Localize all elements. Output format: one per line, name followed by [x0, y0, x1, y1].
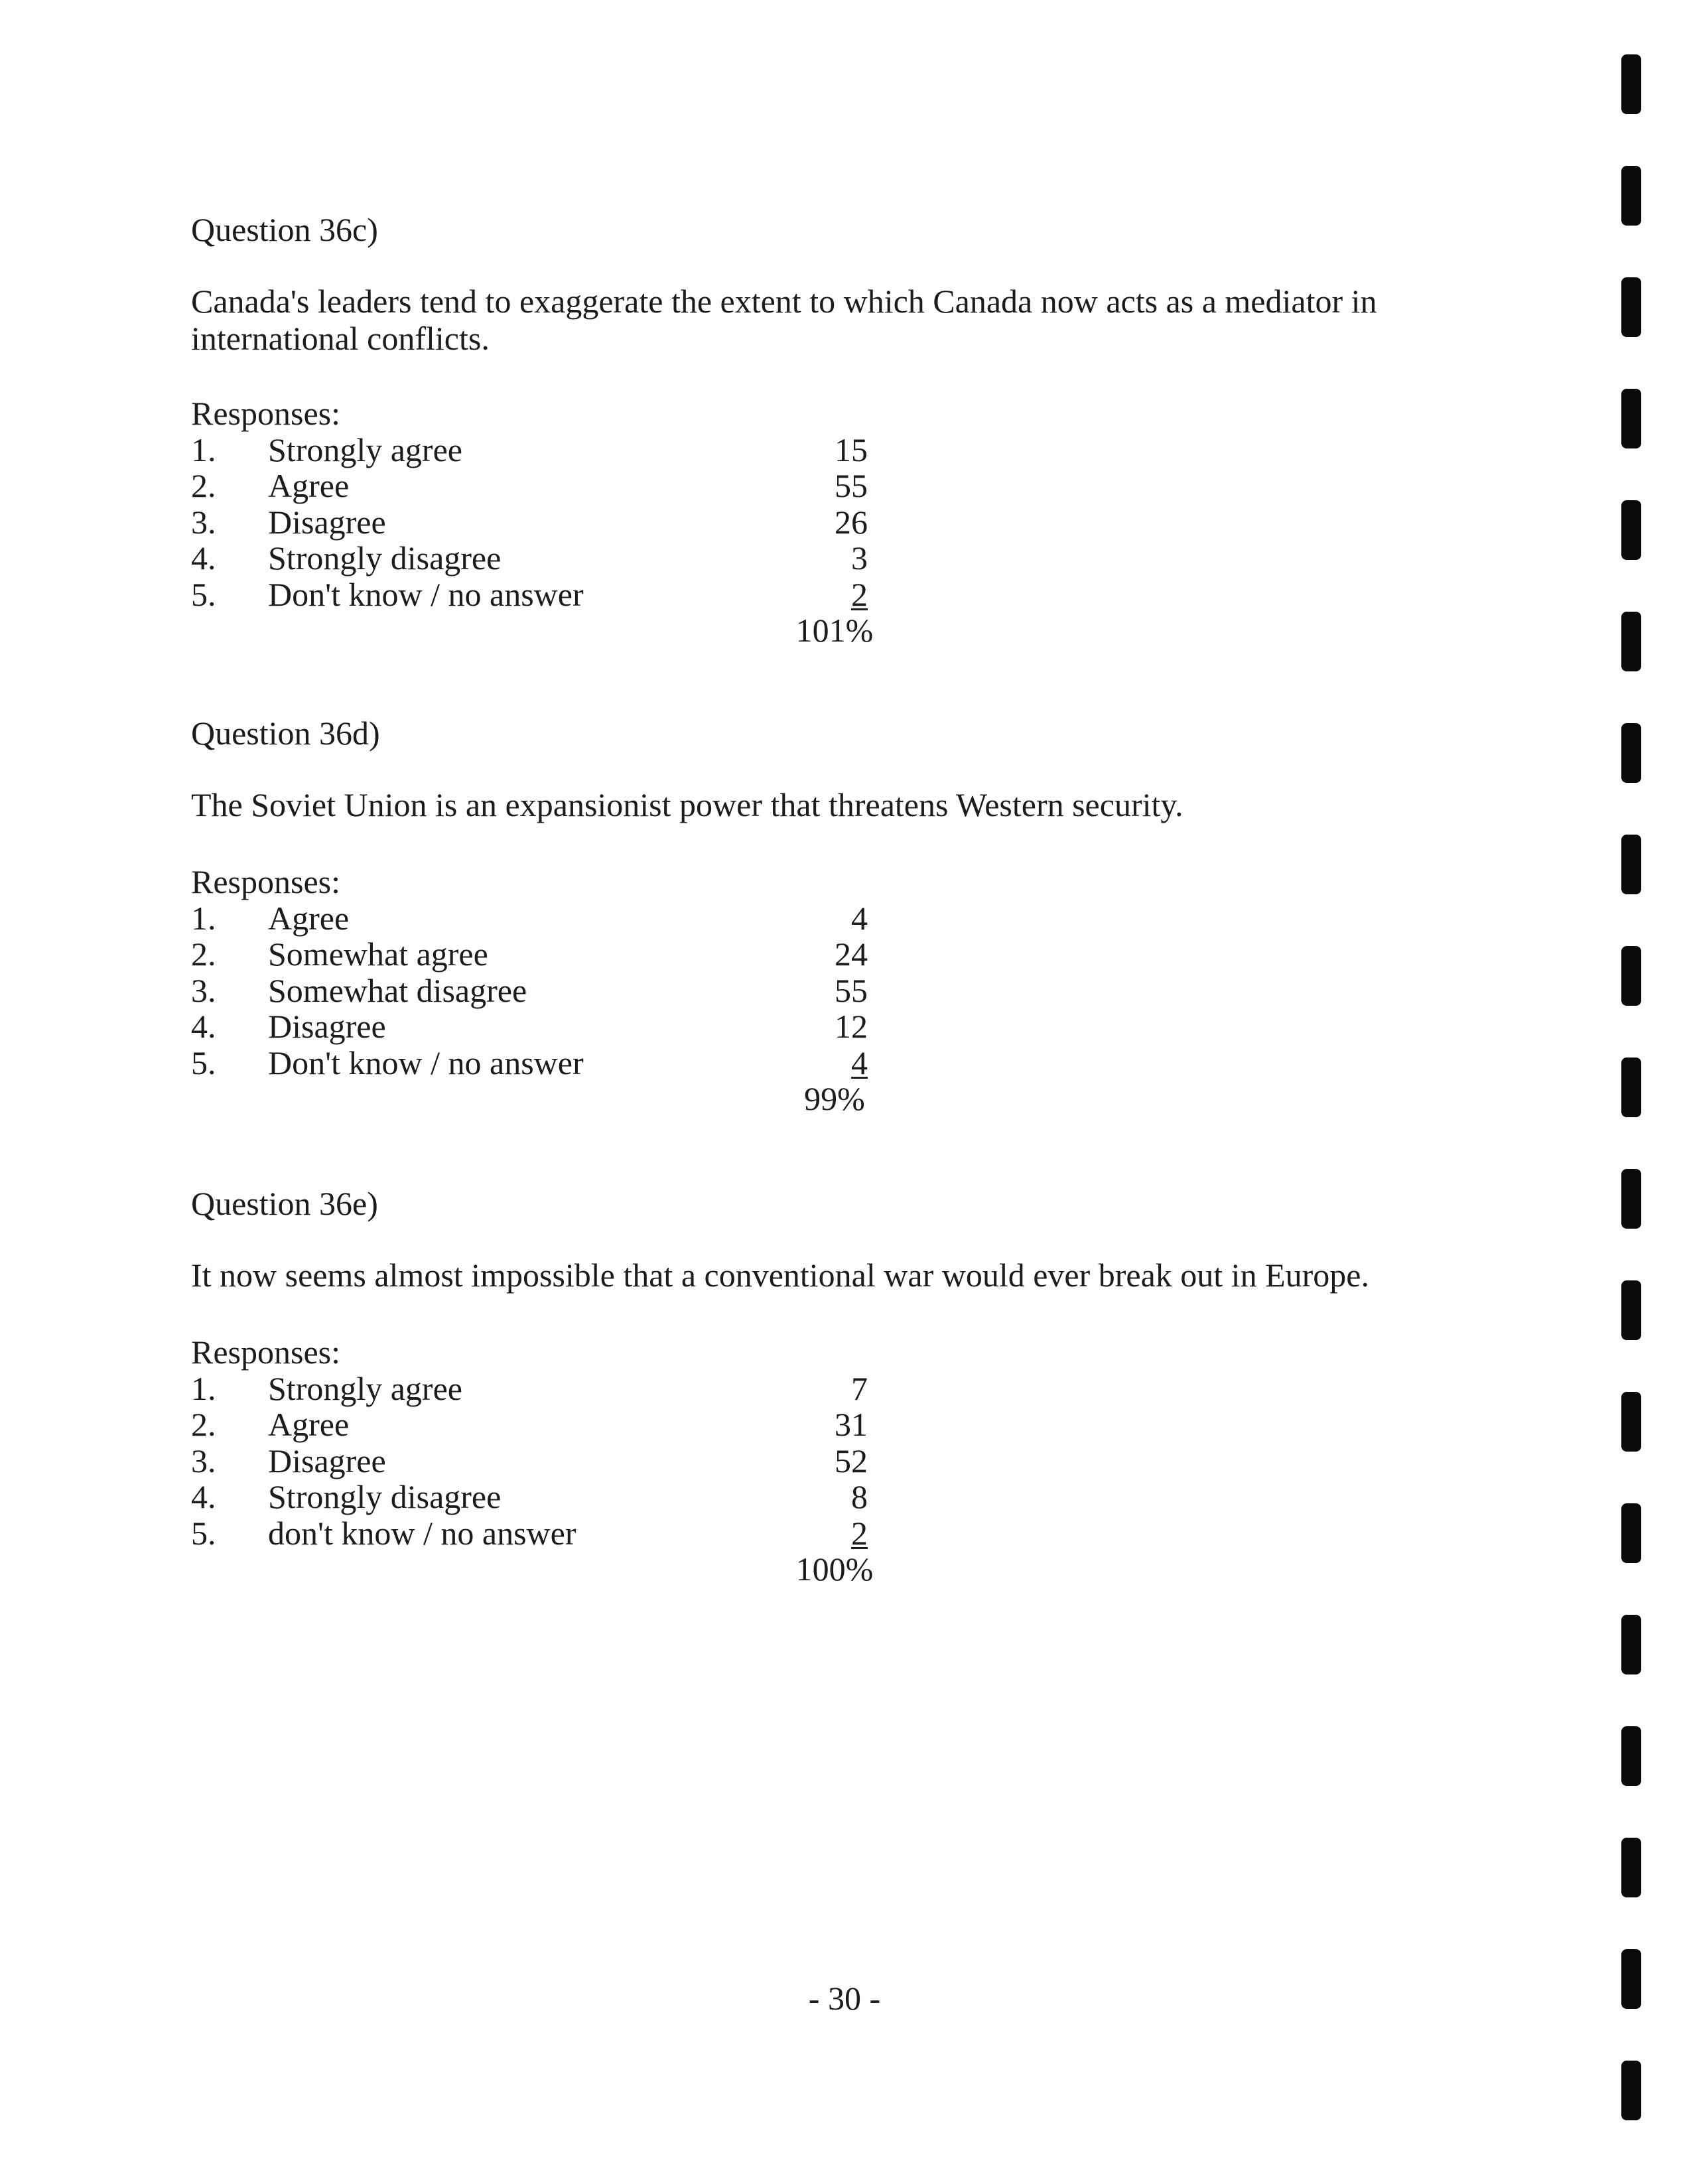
response-number: 1. — [191, 899, 216, 937]
response-value: 31 — [835, 1406, 868, 1443]
binding-hole — [1621, 166, 1641, 226]
responses-label: Responses: — [191, 395, 340, 432]
response-label: Disagree — [268, 1442, 386, 1479]
response-row — [191, 1514, 868, 1552]
response-number: 2. — [191, 467, 216, 504]
response-row — [191, 899, 868, 937]
question-heading: Question 36e) — [191, 1185, 378, 1222]
binding-hole — [1621, 2061, 1641, 2120]
binding-hole — [1621, 54, 1641, 114]
responses-label: Responses: — [191, 1333, 340, 1371]
response-value: 55 — [835, 467, 868, 504]
binding-strip — [1617, 0, 1657, 2184]
response-row — [191, 935, 868, 973]
binding-hole — [1621, 1615, 1641, 1674]
response-number: 1. — [191, 1369, 216, 1407]
response-value: 26 — [835, 503, 868, 541]
response-value: 8 — [851, 1478, 868, 1515]
binding-hole — [1621, 723, 1641, 783]
binding-hole — [1621, 1503, 1641, 1563]
response-label: Don't know / no answer — [268, 575, 584, 613]
binding-hole — [1621, 1169, 1641, 1229]
question-statement: It now seems almost impossible that a conventional war would ever break out in Europe. — [191, 1257, 1369, 1294]
responses-list — [191, 1333, 874, 1588]
response-number: 5. — [191, 1514, 216, 1552]
total-row — [191, 1080, 865, 1117]
question-statement: Canada's leaders tend to exaggerate the extent to which Canada now acts as a mediator in international conflicts. — [191, 283, 1377, 357]
response-label: Agree — [268, 467, 350, 504]
question-heading: Question 36d) — [191, 715, 380, 752]
response-row — [191, 539, 868, 577]
response-row — [191, 1369, 868, 1407]
response-label: Agree — [268, 899, 350, 937]
binding-hole — [1621, 835, 1641, 894]
binding-hole — [1621, 277, 1641, 337]
total-row — [191, 612, 874, 649]
response-value: 52 — [835, 1442, 868, 1479]
response-number: 4. — [191, 1478, 216, 1515]
binding-hole — [1621, 1280, 1641, 1340]
total-row — [191, 1550, 874, 1588]
response-row — [191, 971, 868, 1009]
response-row — [191, 467, 868, 504]
total-value: 100% — [795, 1550, 874, 1588]
response-number: 1. — [191, 431, 216, 468]
response-number: 4. — [191, 539, 216, 577]
response-value: 3 — [851, 539, 868, 577]
response-value: 2 — [851, 1514, 868, 1552]
response-label: Strongly disagree — [268, 1478, 502, 1515]
response-value: 15 — [835, 431, 868, 468]
response-label: Disagree — [268, 503, 386, 541]
response-number: 3. — [191, 1442, 216, 1479]
response-row — [191, 1478, 868, 1515]
response-number: 4. — [191, 1008, 216, 1045]
response-number: 5. — [191, 1044, 216, 1081]
binding-hole — [1621, 1838, 1641, 1897]
binding-hole — [1621, 946, 1641, 1006]
question-statement: The Soviet Union is an expansionist power that threatens Western security. — [191, 786, 1183, 823]
response-number: 5. — [191, 575, 216, 613]
binding-hole — [1621, 1949, 1641, 2009]
responses-list — [191, 863, 868, 1117]
response-label: Agree — [268, 1406, 350, 1443]
responses-label: Responses: — [191, 863, 340, 900]
response-number: 3. — [191, 971, 216, 1009]
response-row — [191, 1406, 868, 1443]
binding-hole — [1621, 389, 1641, 448]
response-row — [191, 1008, 868, 1045]
binding-hole — [1621, 1726, 1641, 1786]
response-row — [191, 575, 868, 613]
page-number: - 30 - — [808, 1980, 881, 2017]
response-row — [191, 503, 868, 541]
response-label: Strongly agree — [268, 1369, 462, 1407]
response-value: 2 — [851, 575, 868, 613]
response-value: 55 — [835, 971, 868, 1009]
response-value: 4 — [851, 899, 868, 937]
response-label: Don't know / no answer — [268, 1044, 584, 1081]
response-label: Strongly agree — [268, 431, 462, 468]
binding-hole — [1621, 612, 1641, 671]
binding-hole — [1621, 1392, 1641, 1452]
response-value: 7 — [851, 1369, 868, 1407]
response-label: Somewhat disagree — [268, 971, 527, 1009]
response-label: Somewhat agree — [268, 935, 488, 973]
response-label: don't know / no answer — [268, 1514, 576, 1552]
responses-list — [191, 395, 874, 649]
response-number: 3. — [191, 503, 216, 541]
response-value: 12 — [835, 1008, 868, 1045]
question-heading: Question 36c) — [191, 211, 378, 248]
response-row — [191, 431, 868, 468]
response-value: 4 — [851, 1044, 868, 1081]
response-value: 24 — [835, 935, 868, 973]
response-row — [191, 1442, 868, 1479]
binding-hole — [1621, 1058, 1641, 1117]
response-number: 2. — [191, 935, 216, 973]
total-value: 101% — [795, 612, 874, 649]
binding-hole — [1621, 500, 1641, 560]
response-row — [191, 1044, 868, 1081]
response-label: Strongly disagree — [268, 539, 502, 577]
total-value: 99% — [804, 1080, 865, 1117]
response-number: 2. — [191, 1406, 216, 1443]
response-label: Disagree — [268, 1008, 386, 1045]
